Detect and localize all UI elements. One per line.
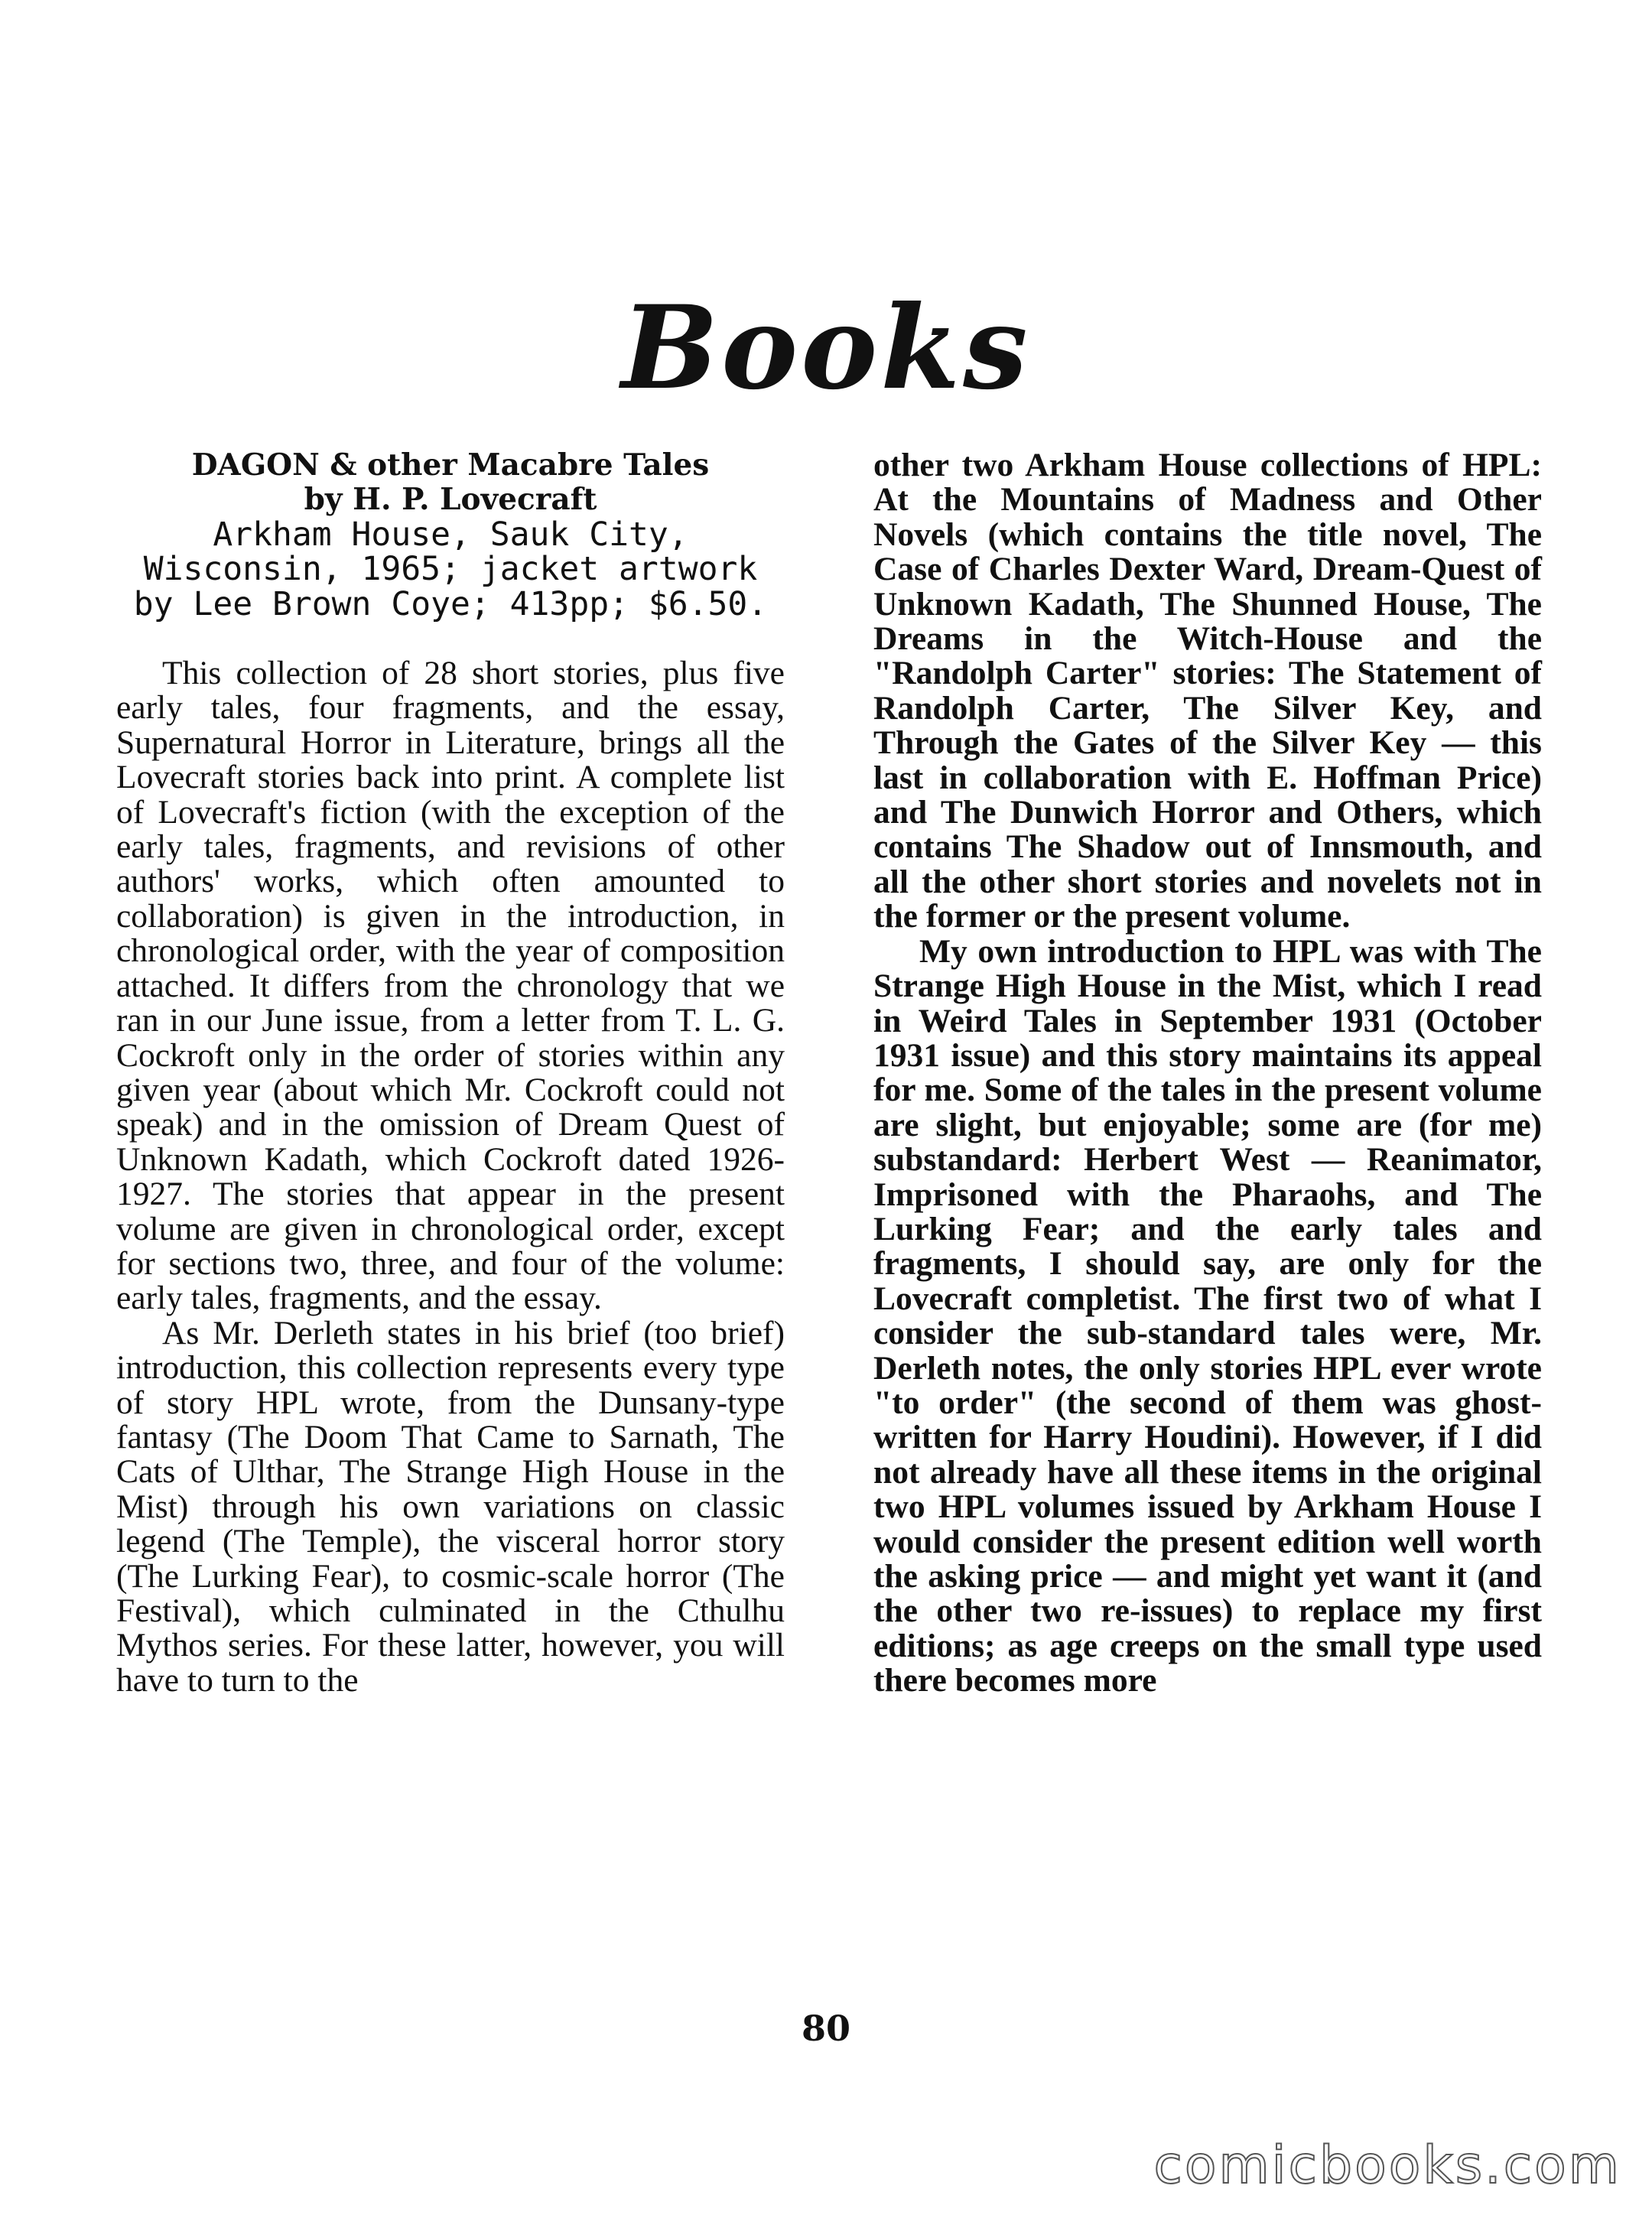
watermark: comicbooks.com (1153, 2135, 1621, 2196)
publication-info: Arkham House, Sauk City, Wisconsin, 1965; jacket artwork by Lee Brown Coye; 413pp; $6.50. (133, 515, 768, 623)
book-author: by H. P. Lovecraft (304, 482, 597, 518)
section-heading: Books (621, 281, 1031, 415)
book-title: DAGON & other Macabre Tales (191, 447, 710, 483)
spacer (116, 622, 785, 656)
review-paragraph: other two Arkham House collections of HPL: At the Mountains of Madness and Other Novels (which contains the title novel, The Case of Charles Dexter Ward, Dream-Quest of Unknown Kadath, The Shunned House, The Dreams in the Witch-House and the "Randolph Carter" stories: The Statement of Randolph Carter, The Silver Key, and Through the Gates of the Silver Key — this last in collaboration with E. Hoffman Price) and The Dunwich Horror and Others, which contains The Shadow out of Innsmouth, and all the other short stories and novelets not in the former or the present volume. (873, 447, 1542, 935)
left-column (116, 448, 785, 1698)
page-number: 80 (801, 2008, 850, 2049)
review-paragraph: My own introduction to HPL was with The Strange High House in the Mist, which I read in Weird Tales in September 1931 (October 1931 issue) and this story maintains its appeal for me. Some of the tales in the present volume are slight, but enjoyable; some are (for me) substandard: Herbert West — Reanimator, Imprisoned with the Pharaohs, and The Lurking Fear; and the early tales and fragments, I should say, are only for the Lovecraft completist. The first two of what I consider the sub-standard tales were, Mr. Derleth notes, the only stories HPL ever wrote "to order" (the second of them was ghost-written for Harry Houdini). However, if I did not already have all these items in the original two HPL volumes issued by Arkham House I would consider the present edition well worth the asking price — and might yet want it (and the other two re-issues) to replace my first editions; as age creeps on the small type used there becomes more (873, 932, 1542, 1699)
review-paragraph: As Mr. Derleth states in his brief (too brief) introduction, this collection represents every type of story HPL wrote, from the Dunsany-type fantasy (The Doom That Came to Sarnath, The Cats of Ulthar, The Strange High House in the Mist) through his own variations on classic legend (The Temple), the visceral horror story (The Lurking Fear), to cosmic-scale horror (The Festival), which culminated in the Cthulhu Mythos series. For these latter, however, you will have to turn to the (116, 1314, 785, 1699)
right-column (873, 448, 1542, 1699)
review-paragraph: This collection of 28 short stories, plus five early tales, four fragments, and the essay, Supernatural Horror in Literature, brings all the Lovecraft stories back into print. A complete list of Lovecraft's fiction (with the exception of the early tales, fragments, and revisions of other authors' works, which often amounted to collaboration) is given in the introduction, in chronological order, with the year of composition attached. It differs from the chronology that we ran in our June issue, from a letter from T. L. G. Cockroft only in the order of stories within any given year (about which Mr. Cockroft could not speak) and in the omission of Dream Quest of Unknown Kadath, which Cockroft dated 1926-1927. The stories that appear in the present volume are given in chronological order, except for sections two, three, and four of the volume: early tales, fragments, and the essay. (116, 655, 785, 1317)
